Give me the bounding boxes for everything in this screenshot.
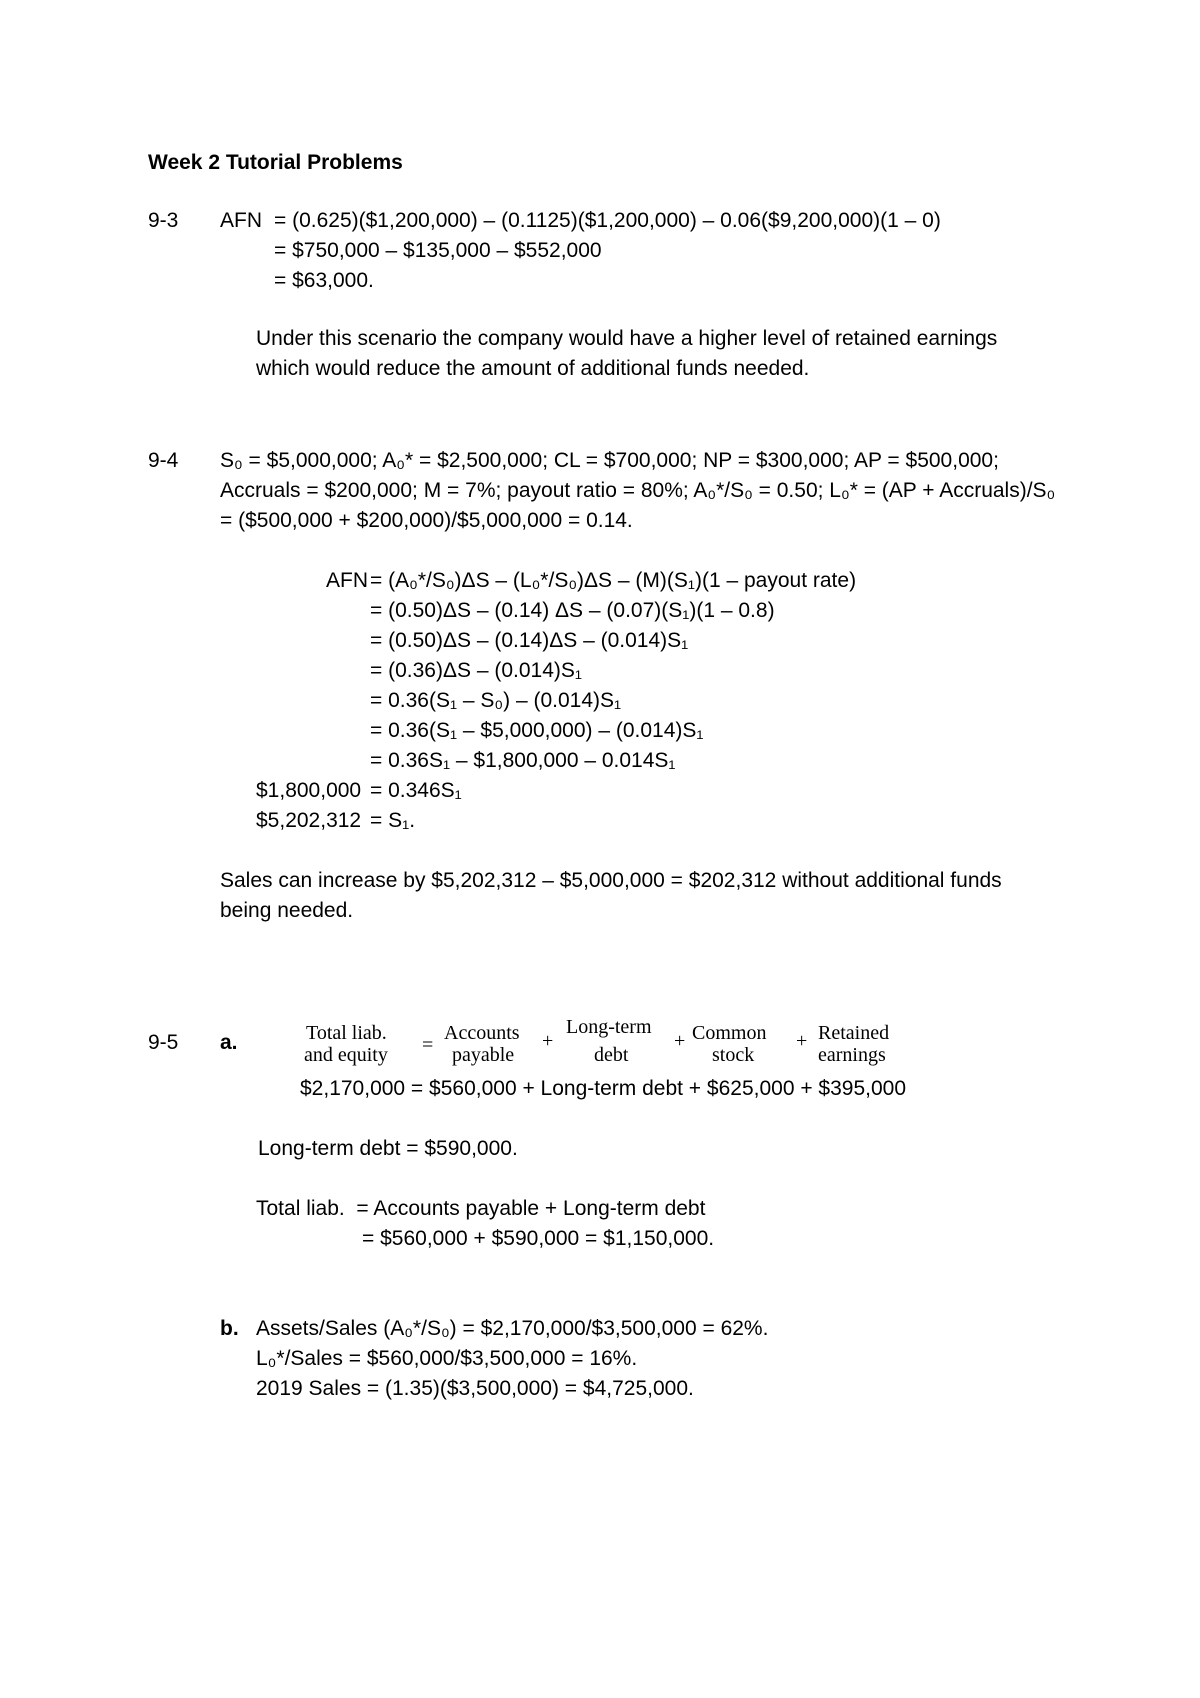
ratio-line: L₀*/Sales = $560,000/$3,500,000 = 16%. — [256, 1347, 638, 1370]
result-line: Long-term debt = $590,000. — [258, 1137, 518, 1160]
given-line: = ($500,000 + $200,000)/$5,000,000 = 0.14. — [220, 509, 633, 532]
page-title: Week 2 Tutorial Problems — [148, 151, 403, 174]
equation-operator: = — [422, 1034, 434, 1056]
equation-term: payable — [452, 1044, 515, 1066]
equation-operator: + — [674, 1030, 686, 1052]
conclusion-text: being needed. — [220, 899, 354, 922]
ratio-line: Assets/Sales (A₀*/S₀) = $2,170,000/$3,500,000 = 62%. — [256, 1317, 769, 1340]
derivation-line: = (0.50)ΔS – (0.14)ΔS – (0.014)S₁ — [370, 629, 689, 652]
afn-label: AFN — [220, 209, 262, 232]
equation-term: Accounts — [444, 1022, 520, 1044]
derivation-line: = (0.36)ΔS – (0.014)S₁ — [370, 659, 582, 682]
derivation-line: = S₁. — [370, 809, 416, 832]
conclusion-text: Sales can increase by $5,202,312 – $5,000,000 = $202,312 without additional funds — [220, 869, 1002, 892]
equation-line: Total liab. = Accounts payable + Long-term debt — [256, 1197, 706, 1220]
ratio-line: 2019 Sales = (1.35)($3,500,000) = $4,725,000. — [256, 1377, 694, 1400]
equation-line: = $750,000 – $135,000 – $552,000 — [274, 239, 602, 262]
explanation-text: Under this scenario the company would have a higher level of retained earnings — [256, 327, 998, 350]
equation-term: Long-term — [566, 1016, 652, 1038]
problem-number: 9-4 — [148, 449, 179, 472]
equation-line: = $560,000 + $590,000 = $1,150,000. — [362, 1227, 715, 1250]
equation-operator: + — [542, 1030, 554, 1052]
equation-term: Common — [692, 1022, 767, 1044]
derivation-line: = 0.36S₁ – $1,800,000 – 0.014S₁ — [370, 749, 676, 772]
problem-number: 9-3 — [148, 209, 179, 232]
equation-term: debt — [594, 1044, 629, 1066]
given-line: S₀ = $5,000,000; A₀* = $2,500,000; CL = $700,000; NP = $300,000; AP = $500,000; — [220, 449, 999, 472]
derivation-line: = 0.36(S₁ – $5,000,000) – (0.014)S₁ — [370, 719, 704, 742]
equation-term: Retained — [818, 1022, 890, 1044]
afn-label: AFN — [326, 569, 368, 592]
part-label: a. — [220, 1031, 238, 1054]
equation-term: Total liab. — [306, 1022, 387, 1044]
derivation-line: = (A₀*/S₀)ΔS – (L₀*/S₀)ΔS – (M)(S₁)(1 – payout rate) — [370, 569, 857, 592]
equation-line: $2,170,000 = $560,000 + Long-term debt + $625,000 + $395,000 — [300, 1077, 907, 1100]
problem-number: 9-5 — [148, 1031, 179, 1054]
given-line: Accruals = $200,000; M = 7%; payout ratio = 80%; A₀*/S₀ = 0.50; L₀* = (AP + Accruals)/S₀ — [220, 479, 1056, 502]
explanation-text: which would reduce the amount of additional funds needed. — [256, 357, 810, 380]
derivation-line: = (0.50)ΔS – (0.14) ΔS – (0.07)(S₁)(1 – 0.8) — [370, 599, 775, 622]
equation-term: stock — [712, 1044, 755, 1066]
derivation-left: $5,202,312 — [256, 809, 362, 832]
derivation-left: $1,800,000 — [256, 779, 362, 802]
equation-term: and equity — [304, 1044, 388, 1066]
equation-line: = (0.625)($1,200,000) – (0.1125)($1,200,000) – 0.06($9,200,000)(1 – 0) — [274, 209, 941, 232]
equation-term: earnings — [818, 1044, 886, 1066]
derivation-line: = 0.36(S₁ – S₀) – (0.014)S₁ — [370, 689, 622, 712]
derivation-line: = 0.346S₁ — [370, 779, 462, 802]
equation-operator: + — [796, 1030, 808, 1052]
part-label: b. — [220, 1317, 239, 1340]
equation-line: = $63,000. — [274, 269, 374, 292]
